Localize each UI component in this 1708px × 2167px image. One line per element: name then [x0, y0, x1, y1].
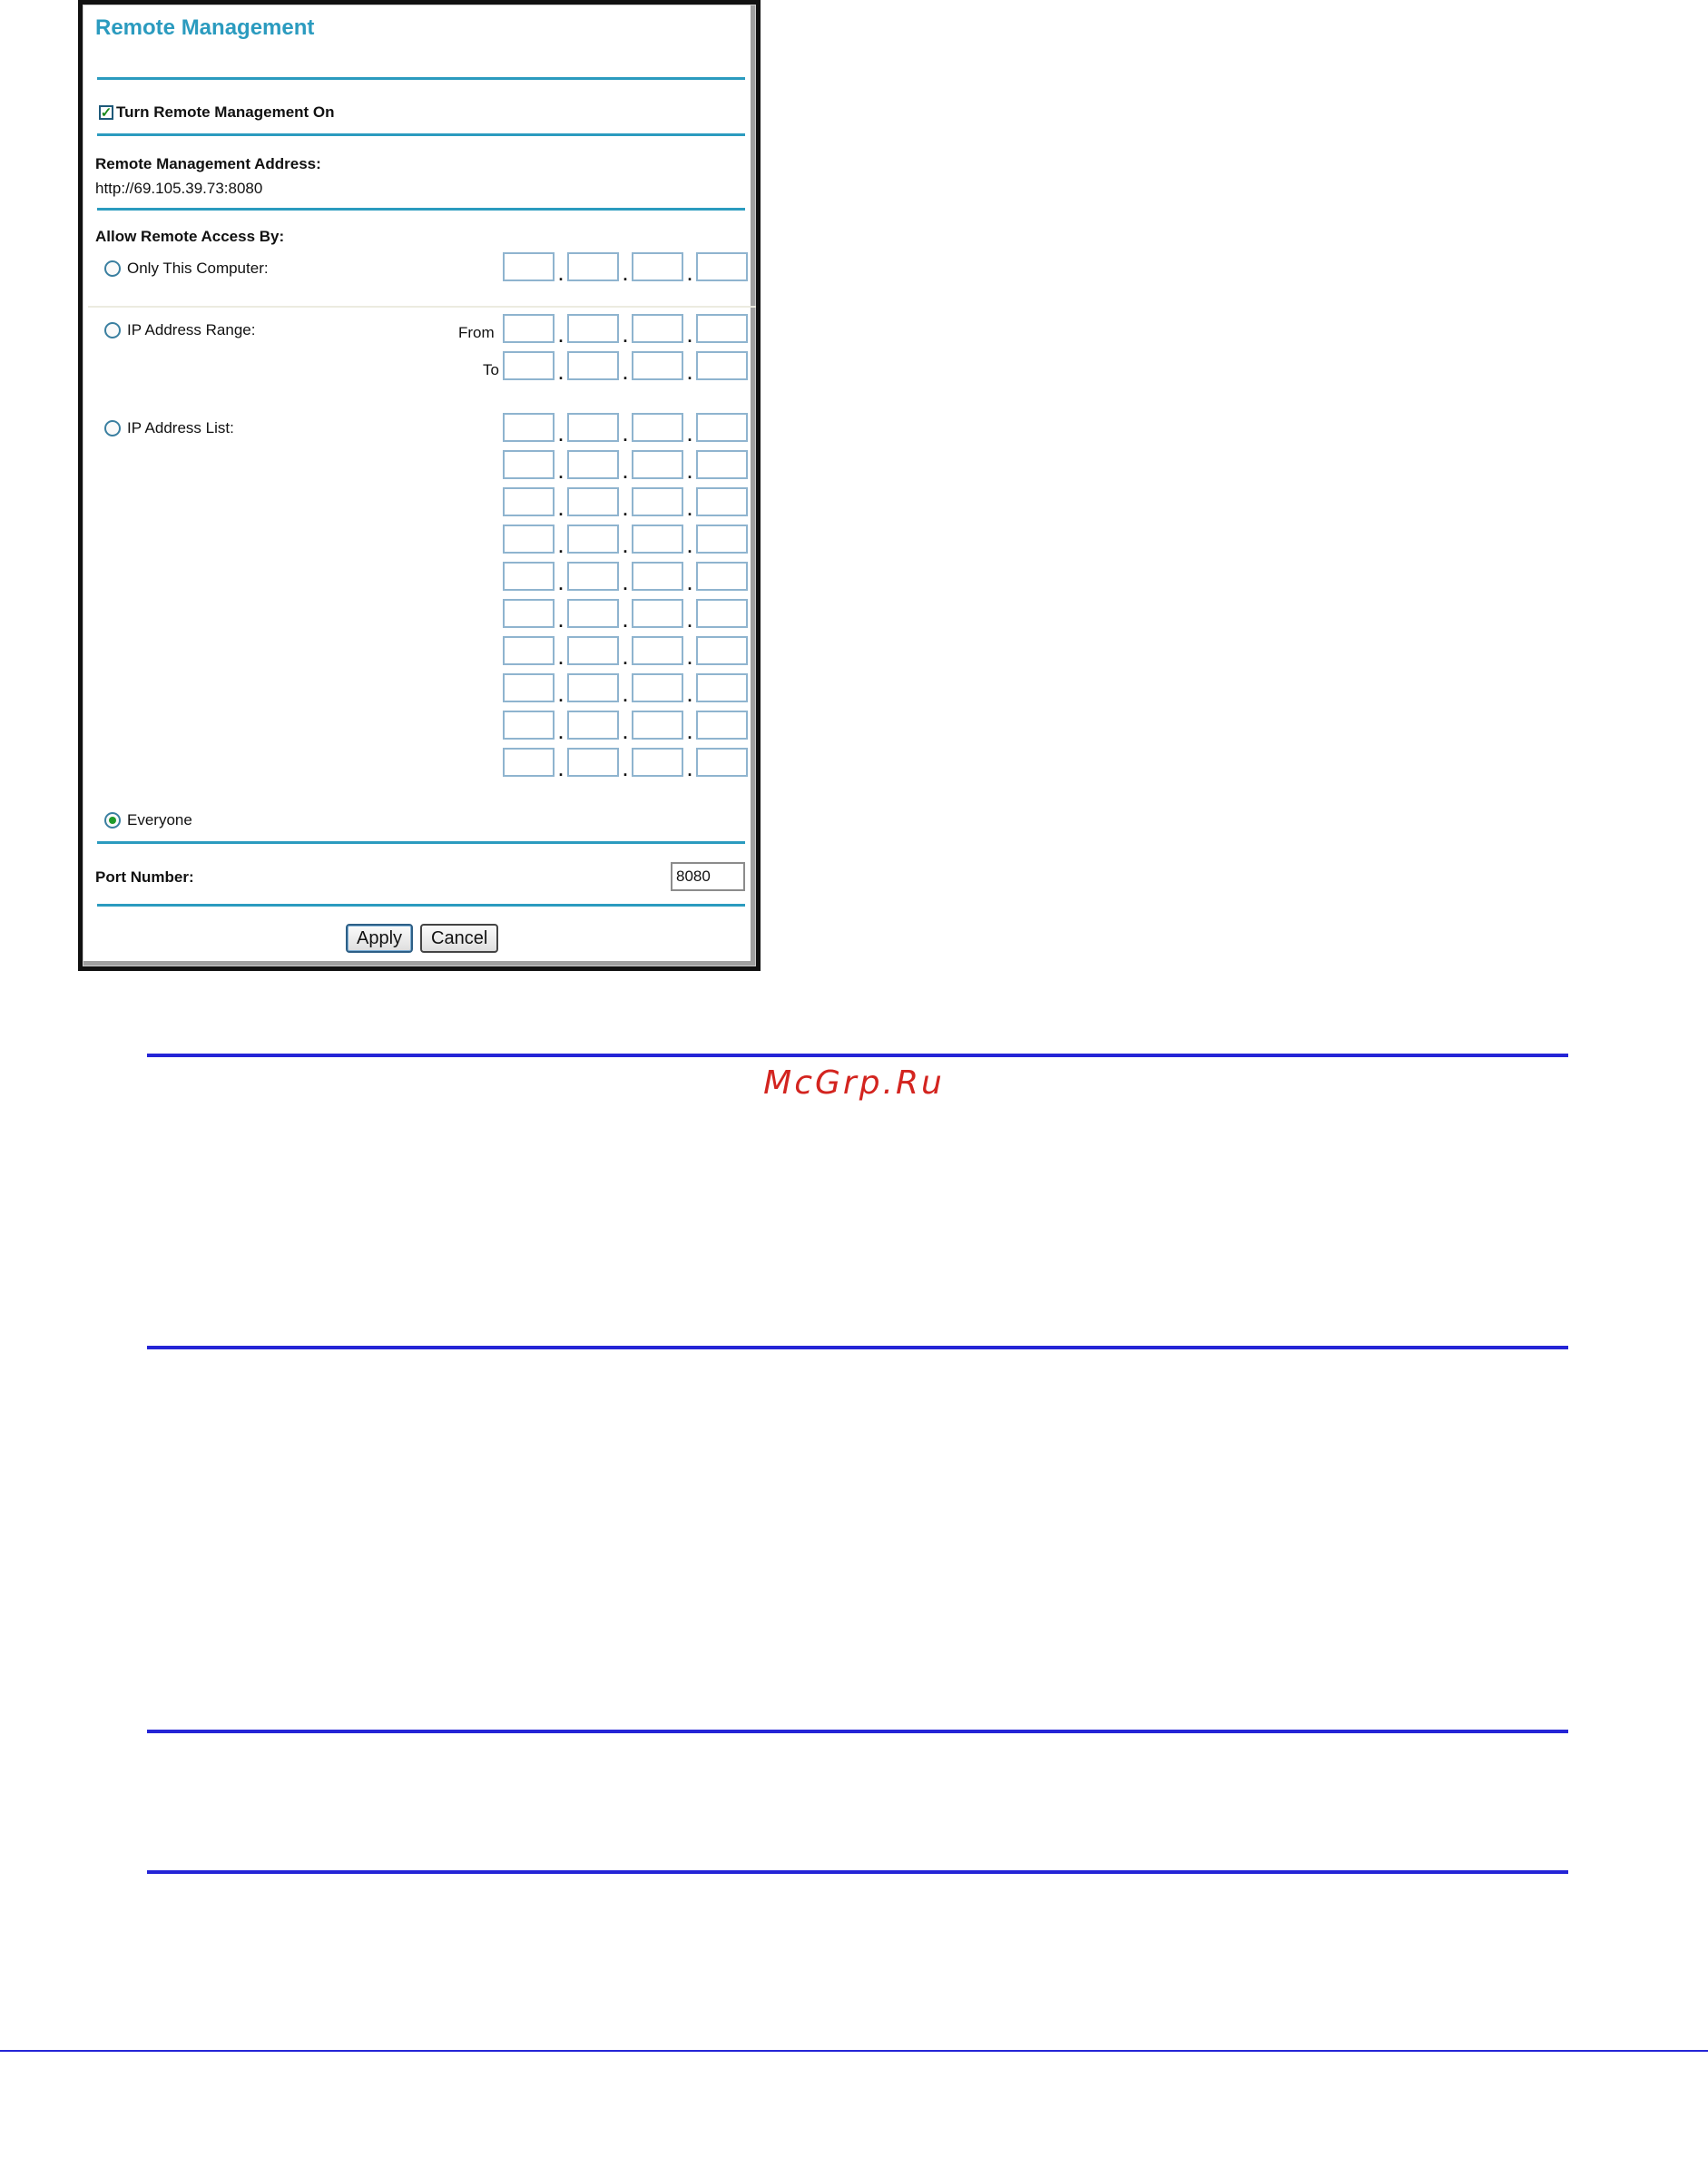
ip-octet-input[interactable]	[503, 599, 555, 628]
ip-address-list-radio[interactable]	[104, 420, 121, 436]
divider	[97, 904, 745, 907]
ip-octet-input[interactable]	[696, 487, 748, 516]
ip-octet-input[interactable]	[632, 487, 683, 516]
ip-octet-input[interactable]	[632, 748, 683, 777]
range-to-ip	[503, 351, 748, 383]
ip-separator: .	[623, 538, 628, 556]
ip-octet-input[interactable]	[503, 636, 555, 665]
apply-button[interactable]: Apply	[346, 924, 413, 953]
option-ip-address-list	[104, 419, 234, 437]
only-this-computer-radio[interactable]	[104, 260, 121, 277]
ip-separator: .	[687, 365, 692, 383]
ip-list-row	[503, 599, 748, 631]
option-only-this-computer	[104, 260, 269, 278]
ip-octet-input[interactable]	[632, 599, 683, 628]
ip-separator: .	[558, 427, 564, 445]
ip-octet-input[interactable]	[696, 562, 748, 591]
ip-octet-input[interactable]	[696, 252, 748, 281]
divider	[97, 77, 745, 80]
ip-separator: .	[687, 464, 692, 482]
ip-octet-input[interactable]	[567, 314, 619, 343]
ip-separator: .	[623, 575, 628, 593]
ip-octet-input[interactable]	[632, 636, 683, 665]
ip-octet-input[interactable]	[632, 450, 683, 479]
remote-management-panel	[78, 0, 761, 971]
range-from-ip	[503, 314, 748, 346]
ip-separator: .	[558, 266, 564, 284]
ip-separator: .	[558, 365, 564, 383]
ip-octet-input[interactable]	[503, 748, 555, 777]
ip-separator: .	[687, 501, 692, 519]
turn-remote-management-label: Turn Remote Management On	[116, 103, 335, 121]
ip-octet-input[interactable]	[503, 525, 555, 554]
divider	[97, 208, 745, 211]
ip-separator: .	[558, 724, 564, 742]
divider	[97, 133, 745, 136]
remote-address-value: http://69.105.39.73:8080	[95, 180, 263, 197]
ip-separator: .	[623, 328, 628, 346]
everyone-radio[interactable]	[104, 812, 121, 829]
option-ip-address-range	[104, 321, 255, 339]
ip-octet-input[interactable]	[503, 413, 555, 442]
turn-remote-management-checkbox[interactable]	[99, 105, 113, 120]
ip-octet-input[interactable]	[632, 711, 683, 740]
section-rule	[147, 1870, 1568, 1874]
port-number-label: Port Number:	[95, 868, 194, 886]
range-from-label: From	[458, 324, 495, 341]
range-to-label: To	[483, 361, 499, 378]
divider	[97, 841, 745, 844]
ip-separator: .	[623, 365, 628, 383]
ip-octet-input[interactable]	[503, 673, 555, 702]
ip-octet-input[interactable]	[696, 711, 748, 740]
ip-octet-input[interactable]	[632, 562, 683, 591]
button-bar	[346, 924, 498, 953]
ip-octet-input[interactable]	[632, 252, 683, 281]
ip-list-row	[503, 450, 748, 482]
divider	[88, 306, 756, 308]
ip-separator: .	[558, 687, 564, 705]
ip-octet-input[interactable]	[503, 314, 555, 343]
ip-separator: .	[558, 501, 564, 519]
ip-separator: .	[558, 538, 564, 556]
ip-list-row	[503, 525, 748, 554]
ip-separator: .	[623, 427, 628, 445]
section-rule	[147, 1054, 1568, 1057]
turn-on-row	[99, 103, 335, 122]
ip-separator: .	[623, 266, 628, 284]
section-rule	[147, 1346, 1568, 1349]
ip-separator: .	[687, 266, 692, 284]
ip-octet-input[interactable]	[503, 487, 555, 516]
watermark-text: McGrp.Ru	[763, 1064, 945, 1102]
ip-address-range-radio[interactable]	[104, 322, 121, 338]
ip-separator: .	[558, 650, 564, 668]
ip-separator: .	[558, 464, 564, 482]
ip-separator: .	[687, 427, 692, 445]
ip-separator: .	[558, 328, 564, 346]
ip-separator: .	[558, 761, 564, 780]
ip-list-row	[503, 487, 748, 519]
ip-octet-input[interactable]	[567, 711, 619, 740]
ip-separator: .	[687, 650, 692, 668]
ip-octet-input[interactable]	[696, 673, 748, 702]
ip-list-row	[503, 562, 748, 591]
ip-octet-input[interactable]	[567, 351, 619, 380]
ip-octet-input[interactable]	[567, 525, 619, 554]
page-footer-rule	[0, 2050, 1708, 2052]
remote-address-label: Remote Management Address:	[95, 155, 321, 172]
ip-separator: .	[687, 613, 692, 631]
ip-list-row	[503, 711, 748, 740]
ip-octet-input[interactable]	[632, 525, 683, 554]
ip-separator: .	[623, 613, 628, 631]
ip-separator: .	[687, 761, 692, 780]
ip-separator: .	[623, 761, 628, 780]
ip-separator: .	[623, 650, 628, 668]
ip-separator: .	[623, 687, 628, 705]
option-everyone	[104, 811, 192, 829]
section-rule	[147, 1730, 1568, 1733]
ip-list-row	[503, 636, 748, 668]
ip-octet-input[interactable]	[696, 525, 748, 554]
only-this-computer-ip	[503, 252, 748, 284]
ip-separator: .	[558, 613, 564, 631]
ip-list-row	[503, 748, 748, 780]
ip-list-row	[503, 673, 748, 705]
ip-octet-input[interactable]	[503, 562, 555, 591]
ip-separator: .	[623, 501, 628, 519]
ip-octet-input[interactable]	[503, 450, 555, 479]
ip-octet-input[interactable]	[567, 673, 619, 702]
ip-octet-input[interactable]	[567, 487, 619, 516]
ip-separator: .	[558, 575, 564, 593]
ip-octet-input[interactable]	[632, 314, 683, 343]
ip-octet-input[interactable]	[567, 636, 619, 665]
cancel-button[interactable]: Cancel	[420, 924, 498, 953]
everyone-label: Everyone	[127, 811, 192, 829]
ip-octet-input[interactable]	[696, 636, 748, 665]
ip-octet-input[interactable]	[696, 351, 748, 380]
page-title: Remote Management	[95, 15, 315, 40]
ip-octet-input[interactable]	[503, 711, 555, 740]
ip-octet-input[interactable]	[567, 450, 619, 479]
ip-separator: .	[687, 328, 692, 346]
ip-octet-input[interactable]	[567, 748, 619, 777]
ip-octet-input[interactable]	[567, 252, 619, 281]
check-icon: ✓	[100, 104, 113, 121]
ip-address-list-label: IP Address List:	[127, 419, 234, 436]
ip-octet-input[interactable]	[632, 413, 683, 442]
ip-separator: .	[687, 538, 692, 556]
ip-octet-input[interactable]	[696, 413, 748, 442]
ip-octet-input[interactable]	[696, 450, 748, 479]
ip-separator: .	[623, 464, 628, 482]
radio-selected-indicator	[109, 817, 116, 824]
ip-octet-input[interactable]	[696, 599, 748, 628]
ip-octet-input[interactable]	[503, 351, 555, 380]
ip-octet-input[interactable]	[696, 314, 748, 343]
ip-octet-input[interactable]	[632, 351, 683, 380]
ip-separator: .	[623, 724, 628, 742]
ip-address-list	[503, 413, 748, 785]
port-number-input[interactable]	[671, 862, 745, 891]
ip-separator: .	[687, 575, 692, 593]
ip-separator: .	[687, 724, 692, 742]
ip-list-row	[503, 413, 748, 445]
allow-access-label: Allow Remote Access By:	[95, 228, 285, 245]
ip-octet-input[interactable]	[567, 562, 619, 591]
ip-separator: .	[687, 687, 692, 705]
ip-octet-input[interactable]	[503, 252, 555, 281]
ip-octet-input[interactable]	[567, 599, 619, 628]
only-this-computer-label: Only This Computer:	[127, 260, 269, 277]
ip-address-range-label: IP Address Range:	[127, 321, 256, 338]
ip-octet-input[interactable]	[696, 748, 748, 777]
ip-octet-input[interactable]	[567, 413, 619, 442]
ip-octet-input[interactable]	[632, 673, 683, 702]
